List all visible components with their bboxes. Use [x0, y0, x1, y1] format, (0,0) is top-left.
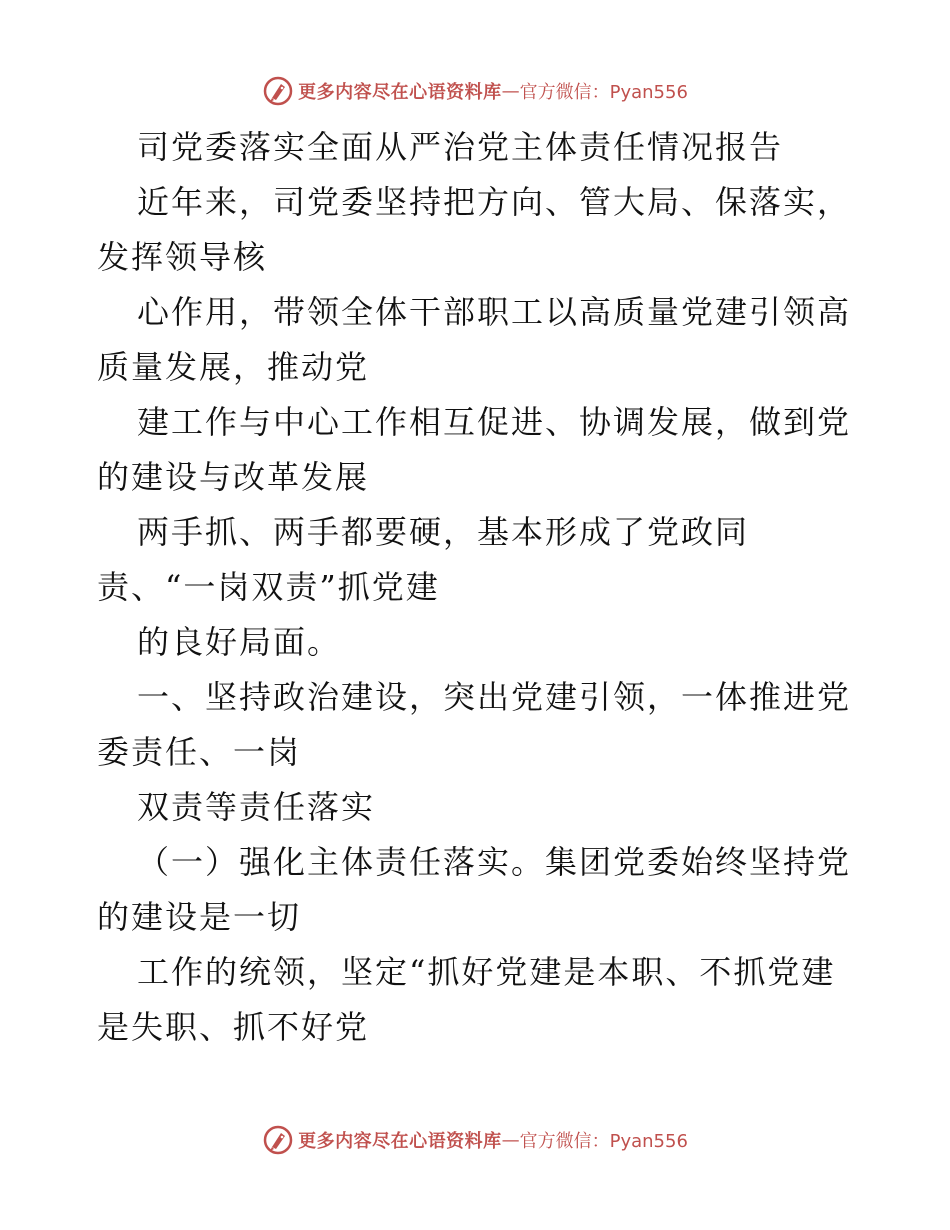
watermark-brand: 更多内容尽在心语资料库 — [298, 82, 502, 103]
subsection-line: （一）强化主体责任落实。集团党委始终坚持党 — [137, 843, 852, 881]
paragraph-line: 近年来，司党委坚持把方向、管大局、保落实， — [137, 183, 852, 221]
header-watermark — [0, 71, 950, 111]
document-body — [97, 120, 857, 1055]
watermark-dash: — — [501, 1129, 520, 1151]
paragraph-line: 的良好局面。 — [137, 623, 342, 661]
paragraph-line: 的建设是一切 — [97, 898, 302, 936]
pen-nib-logo-icon — [262, 1124, 294, 1156]
document-title: 司党委落实全面从严治党主体责任情况报告 — [137, 128, 784, 166]
paragraph-line: 建工作与中心工作相互促进、协调发展，做到党 — [137, 403, 852, 441]
paragraph-line: 心作用，带领全体干部职工以高质量党建引领高 — [137, 293, 852, 331]
paragraph-line: 质量发展，推动党 — [97, 348, 370, 386]
section-heading-continued: 双责等责任落实 — [137, 788, 376, 826]
section-heading: 一、坚持政治建设，突出党建引领，一体推进党 — [137, 678, 852, 716]
paragraph-line: 是失职、抓不好党 — [97, 1008, 370, 1046]
watermark-brand: 更多内容尽在心语资料库 — [298, 1131, 502, 1152]
paragraph-line: 两手抓、两手都要硬，基本形成了党政同 — [137, 513, 750, 551]
paragraph-line: 的建设与改革发展 — [97, 458, 370, 496]
section-heading-continued: 委责任、一岗 — [97, 733, 302, 771]
paragraph-line: 责、“一岗双责”抓党建 — [97, 568, 440, 606]
watermark-contact: 官方微信：Pyan556 — [519, 1131, 688, 1152]
watermark-dash: — — [501, 80, 520, 102]
pen-nib-logo-icon — [262, 75, 294, 107]
paragraph-line: 发挥领导核 — [97, 238, 268, 276]
watermark-contact: 官方微信：Pyan556 — [519, 82, 688, 103]
footer-watermark — [0, 1120, 950, 1160]
paragraph-line: 工作的统领，坚定“抓好党建是本职、不抓党建 — [137, 953, 836, 991]
